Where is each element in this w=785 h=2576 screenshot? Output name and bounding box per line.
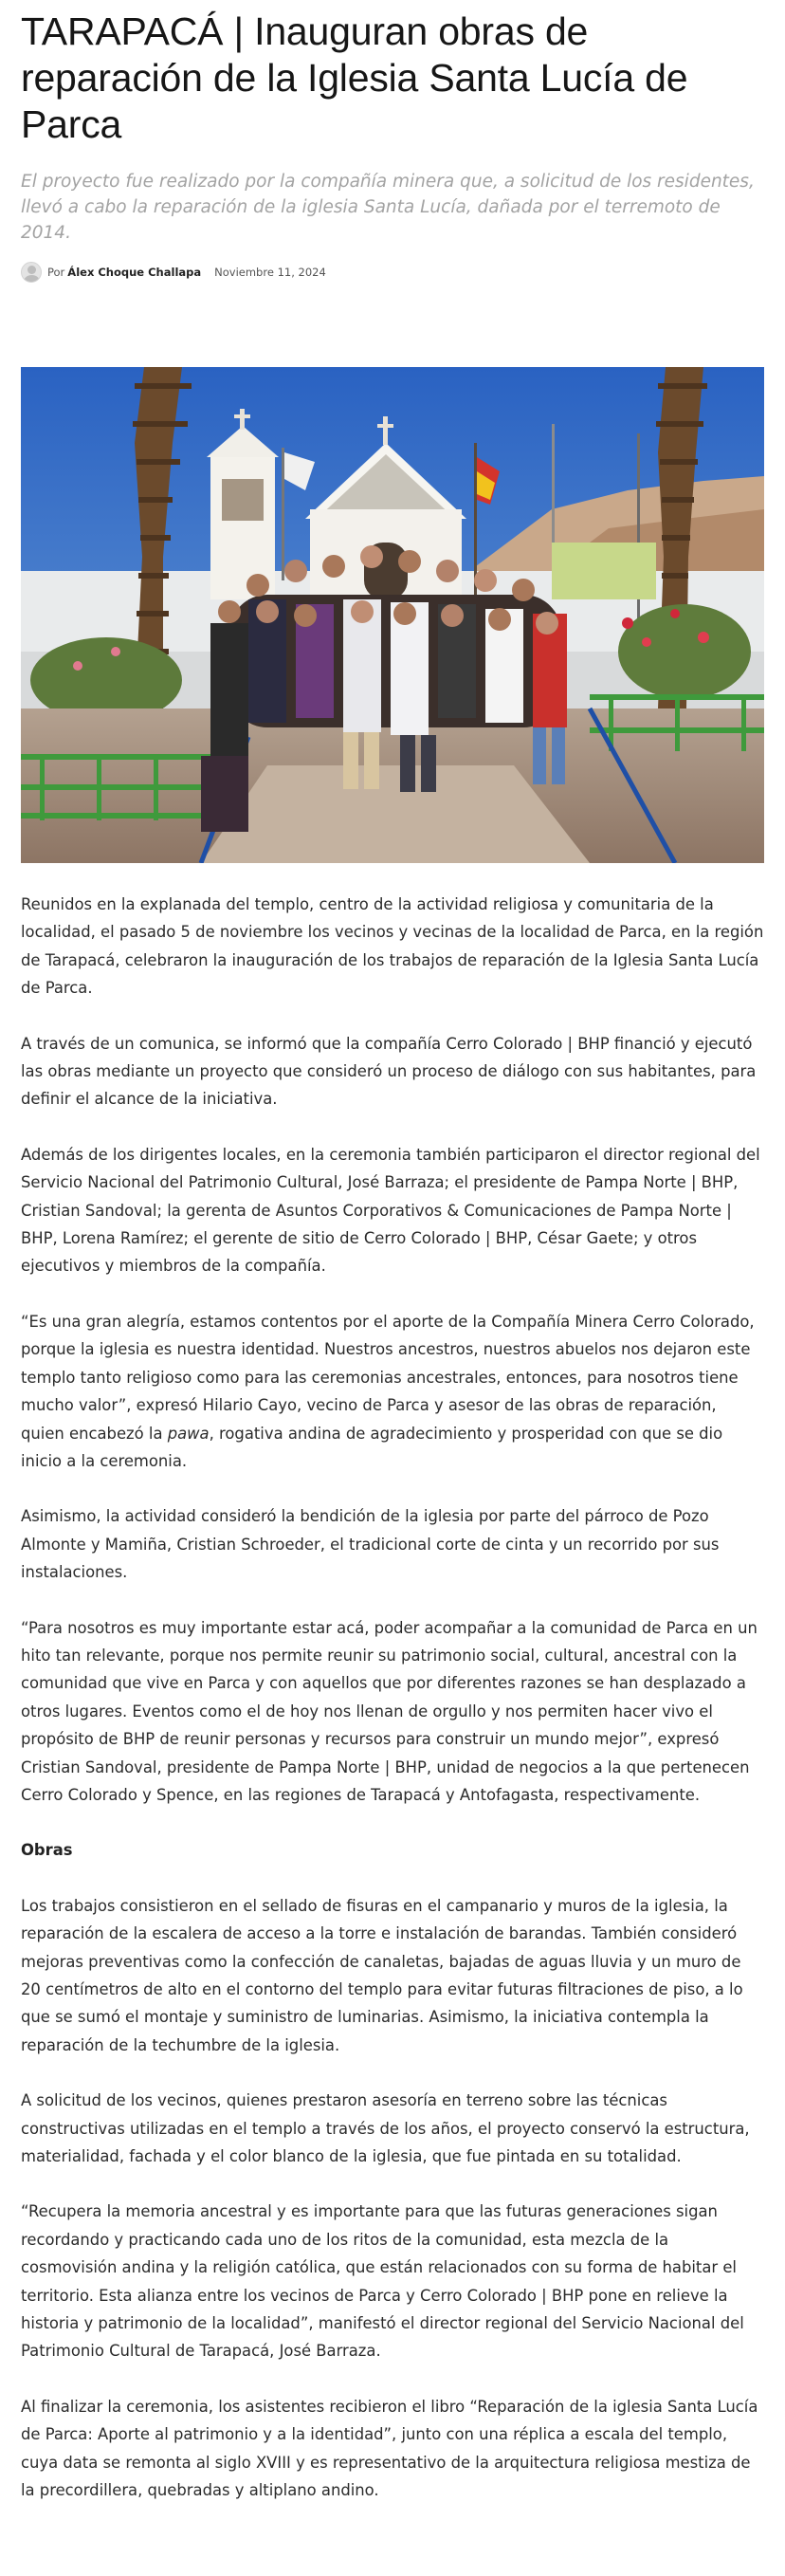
paragraph-8: A solicitud de los vecinos, quienes prestaron asesoría en terreno sobre las técnicas constructivas utilizadas en el templo a través de los años, el proyecto conservó la estructura, materialidad, fachada y el color blanco de la iglesia, que fue pintada en su totalidad. <box>21 2091 750 2166</box>
paragraph-2: A través de un comunica, se informó que la compañía Cerro Colorado | BHP financió y ejecutó las obras mediante un proyecto que consideró un proceso de diálogo con sus habitantes, para definir el alcance de la iniciativa. <box>21 1034 757 1109</box>
paragraph-6: “Para nosotros es muy importante estar acá, poder acompañar a la comunidad de Parca en un hito tan relevante, porque nos permite reunir su patrimonio social, cultural, ancestral con la comunidad que vive en Parca y con aquellos que por diferentes razones se han desplazado a otros lugares. Eventos como el de hoy nos llenan de orgullo y nos permiten hacer vivo el propósito de BHP de reunir personas y recursos para construir un mundo mejor”, expresó Cristian Sandoval, presidente de Pampa Norte | BHP, unidad de negocios a la que pertenecen Cerro Colorado y Spence, en las regiones de Tarapacá y Antofagasta, respectivamente. <box>21 1618 758 1804</box>
article-page <box>0 9 785 2576</box>
section-heading-obras: Obras <box>21 1841 73 1860</box>
paragraph-10: Al finalizar la ceremonia, los asistentes recibieron el libro “Reparación de la iglesia Santa Lucía de Parca: Aporte al patrimonio y a la identidad”, junto con una réplica a escala del templo, cuya data se remonta al siglo XVIII y es representativo de la arquitectura religiosa mestiza de la precordillera, quebradas y altiplano andino. <box>21 2397 758 2500</box>
hero-photo <box>21 367 764 863</box>
article-title: TARAPACÁ | Inauguran obras de reparación de la Iglesia Santa Lucía de Parca <box>21 9 688 146</box>
church-group-photo <box>21 367 764 863</box>
article-body <box>21 891 764 2505</box>
paragraph-4-start: “Es una gran alegría, estamos contentos por el aporte de la Compañía Minera Cerro Colorado, porque la iglesia es nuestra identidad. Nuestros ancestros, nuestros abuelos nos dejaron este templo tanto religioso como para las ceremonias ancestrales, entonces, para nosotros tiene mucho valor”, expresó Hilario Cayo, vecino de Parca y asesor de las obras de reparación, quien encabezó la <box>21 1312 755 1443</box>
paragraph-4-end: , rogativa andina de agradecimiento y prosperidad con que se dio inicio a la ceremonia. <box>21 1424 723 1470</box>
article-subtitle: El proyecto fue realizado por la compañía minera que, a solicitud de los residentes, llevó a cabo la reparación de la iglesia Santa Lucía, dañada por el terremoto de 2014. <box>21 172 755 243</box>
pawa-term: pawa <box>167 1424 210 1443</box>
paragraph-7: Los trabajos consistieron en el sellado de fisuras en el campanario y muros de la iglesia, la reparación de la escalera de acceso a la torre e instalación de barandas. También consideró mejoras preventivas como la confección de canaletas, bajadas de aguas lluvia y un muro de 20 centímetros de alto en el contorno del templo para evitar futuras filtraciones de piso, a lo que se sumó el montaje y suministro de luminarias. Asimismo, la iniciativa contempla la reparación de la techumbre de la iglesia. <box>21 1896 743 2054</box>
paragraph-3: Además de los dirigentes locales, en la ceremonia también participaron el director regional del Servicio Nacional del Patrimonio Cultural, José Barraza; el presidente de Pampa Norte | BHP, Cristian Sandoval; la gerenta de Asuntos Corporativos & Comunicaciones de Pampa Norte | BHP, Lorena Ramírez; el gerente de sitio de Cerro Colorado | BHP, César Gaete; y otros ejecutivos y miembros de la compañía. <box>21 1145 760 1276</box>
author-avatar-icon[interactable] <box>21 262 42 283</box>
article-byline <box>21 261 764 284</box>
byline-prefix: Por <box>47 266 65 279</box>
paragraph-5: Asimismo, la actividad consideró la bendición de la iglesia por parte del párroco de Pozo Almonte y Mamiña, Cristian Schroeder, el tradicional corte de cinta y un recorrido por sus instalaciones. <box>21 1507 720 1582</box>
paragraph-9: “Recupera la memoria ancestral y es importante para que las futuras generaciones sigan recordando y practicando cada uno de los ritos de la comunidad, esta mezcla de la cosmovisión andina y la religión católica, que están relacionados con su forma de habitar el territorio. Esta alianza entre los vecinos de Parca y Cerro Colorado | BHP pone en relieve la historia y patrimonio de la localidad”, manifestó el director regional del Servicio Nacional del Patrimonio Cultural de Tarapacá, José Barraza. <box>21 2202 744 2361</box>
publish-date: Noviembre 11, 2024 <box>214 266 326 279</box>
author-link[interactable]: Álex Choque Challapa <box>67 266 202 279</box>
paragraph-1: Reunidos en la explanada del templo, centro de la actividad religiosa y comunitaria de la localidad, el pasado 5 de noviembre los vecinos y vecinas de la localidad de Parca, en la región de Tarapacá, celebraron la inauguración de los trabajos de reparación de la Iglesia Santa Lucía de Parca. <box>21 895 764 998</box>
paragraph-4 <box>21 1308 764 1475</box>
